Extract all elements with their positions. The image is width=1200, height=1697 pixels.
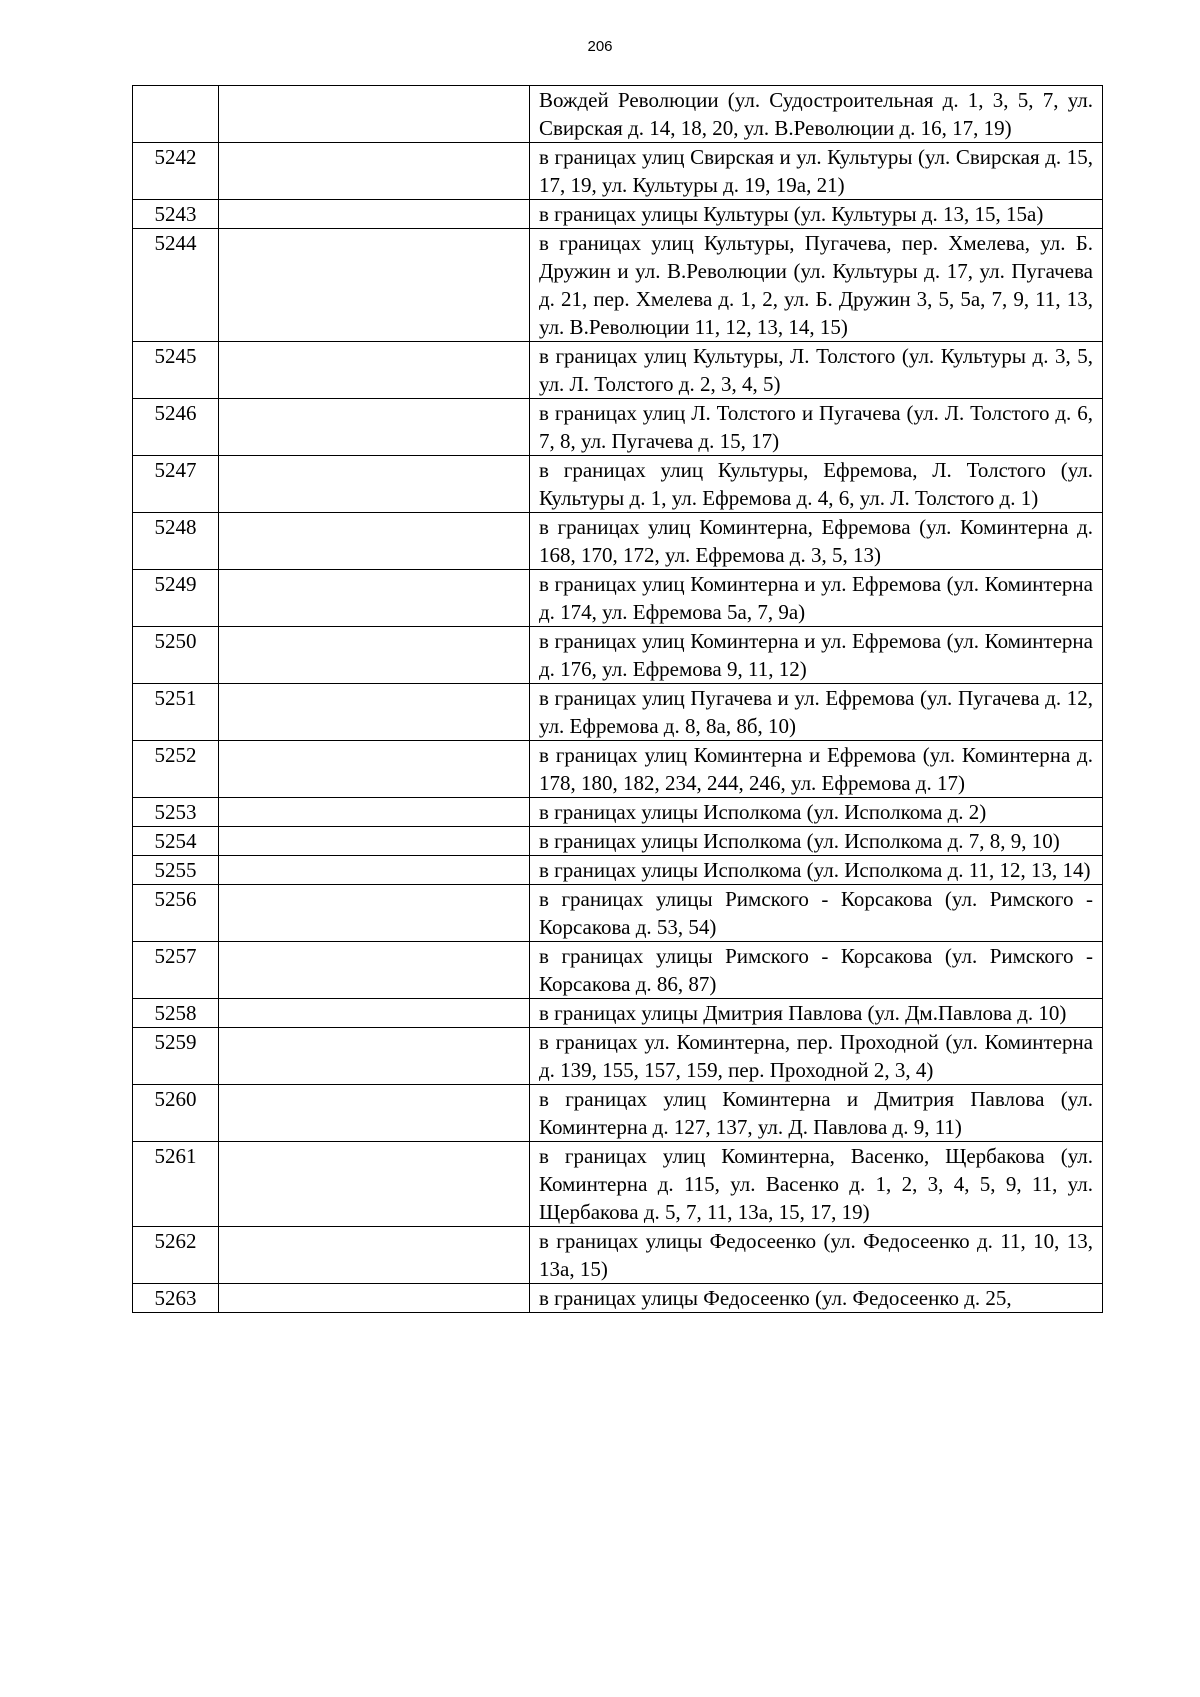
station-name (219, 684, 530, 741)
station-boundaries: в границах улицы Культуры (ул. Культуры д. 13, 15, 15а) (530, 200, 1103, 229)
table-row (133, 885, 1103, 942)
station-name (219, 885, 530, 942)
station-name (219, 143, 530, 200)
station-boundaries: в границах улицы Исполкома (ул. Исполкома д. 2) (530, 798, 1103, 827)
table-row (133, 627, 1103, 684)
table-row (133, 741, 1103, 798)
station-number: 5244 (133, 229, 219, 342)
station-name (219, 399, 530, 456)
station-number: 5261 (133, 1142, 219, 1227)
station-boundaries: в границах улиц Пугачева и ул. Ефремова (ул. Пугачева д. 12, ул. Ефремова д. 8, 8а, 8б, 10) (530, 684, 1103, 741)
station-number: 5255 (133, 856, 219, 885)
station-number: 5257 (133, 942, 219, 999)
table-row (133, 399, 1103, 456)
station-name (219, 798, 530, 827)
table-row (133, 229, 1103, 342)
station-name (219, 856, 530, 885)
station-number: 5259 (133, 1028, 219, 1085)
station-boundaries: в границах улиц Коминтерна и ул. Ефремова (ул. Коминтерна д. 174, ул. Ефремова 5а, 7, 9а) (530, 570, 1103, 627)
station-boundaries: в границах улиц Культуры, Пугачева, пер. Хмелева, ул. Б. Дружин и ул. В.Революции (ул. Культуры д. 17, ул. Пугачева д. 21, пер. Хмелева д. 1, 2, ул. Б. Дружин 3, 5, 5а, 7, 9, 11, 13, ул. В.Революции 11, 12, 13, 14, 15) (530, 229, 1103, 342)
station-boundaries: в границах улиц Коминтерна и Ефремова (ул. Коминтерна д. 178, 180, 182, 234, 244, 246, ул. Ефремова д. 17) (530, 741, 1103, 798)
station-boundaries: в границах улиц Культуры, Ефремова, Л. Толстого (ул. Культуры д. 1, ул. Ефремова д. 4, 6, ул. Л. Толстого д. 1) (530, 456, 1103, 513)
page-number: 206 (587, 38, 613, 55)
station-name (219, 456, 530, 513)
table-row (133, 570, 1103, 627)
station-number: 5247 (133, 456, 219, 513)
station-boundaries: в границах улицы Федосеенко (ул. Федосеенко д. 25, (530, 1284, 1103, 1313)
station-boundaries: в границах улицы Римского - Корсакова (ул. Римского - Корсакова д. 86, 87) (530, 942, 1103, 999)
station-number: 5250 (133, 627, 219, 684)
station-name (219, 513, 530, 570)
station-number: 5254 (133, 827, 219, 856)
station-number: 5246 (133, 399, 219, 456)
table-row (133, 827, 1103, 856)
station-boundaries: в границах улиц Коминтерна, Ефремова (ул. Коминтерна д. 168, 170, 172, ул. Ефремова д. 3, 5, 13) (530, 513, 1103, 570)
station-name (219, 1085, 530, 1142)
table-row (133, 856, 1103, 885)
station-boundaries: в границах улиц Л. Толстого и Пугачева (ул. Л. Толстого д. 6, 7, 8, ул. Пугачева д. 15, 17) (530, 399, 1103, 456)
table-row (133, 513, 1103, 570)
station-boundaries: в границах улицы Дмитрия Павлова (ул. Дм.Павлова д. 10) (530, 999, 1103, 1028)
table-row (133, 200, 1103, 229)
station-name (219, 200, 530, 229)
station-name (219, 627, 530, 684)
station-name (219, 1142, 530, 1227)
station-name (219, 1028, 530, 1085)
table-row (133, 1085, 1103, 1142)
station-number: 5251 (133, 684, 219, 741)
station-boundaries: в границах улиц Свирская и ул. Культуры (ул. Свирская д. 15, 17, 19, ул. Культуры д. 19, 19а, 21) (530, 143, 1103, 200)
station-number: 5243 (133, 200, 219, 229)
station-name (219, 1227, 530, 1284)
table-row (133, 1227, 1103, 1284)
station-name (219, 942, 530, 999)
table-row (133, 798, 1103, 827)
station-number: 5248 (133, 513, 219, 570)
station-boundaries: Вождей Революции (ул. Судостроительная д. 1, 3, 5, 7, ул. Свирская д. 14, 18, 20, ул. В.Революции д. 16, 17, 19) (530, 86, 1103, 143)
table-row (133, 1028, 1103, 1085)
station-boundaries: в границах улиц Коминтерна, Васенко, Щербакова (ул. Коминтерна д. 115, ул. Васенко д. 1, 2, 3, 4, 5, 9, 11, ул. Щербакова д. 5, 7, 11, 13а, 15, 17, 19) (530, 1142, 1103, 1227)
station-number: 5258 (133, 999, 219, 1028)
station-number: 5262 (133, 1227, 219, 1284)
table-body (133, 86, 1103, 1313)
station-number (133, 86, 219, 143)
station-name (219, 570, 530, 627)
station-boundaries: в границах ул. Коминтерна, пер. Проходной (ул. Коминтерна д. 139, 155, 157, 159, пер. Проходной 2, 3, 4) (530, 1028, 1103, 1085)
station-boundaries: в границах улиц Культуры, Л. Толстого (ул. Культуры д. 3, 5, ул. Л. Толстого д. 2, 3, 4, 5) (530, 342, 1103, 399)
station-boundaries: в границах улиц Коминтерна и Дмитрия Павлова (ул. Коминтерна д. 127, 137, ул. Д. Павлова д. 9, 11) (530, 1085, 1103, 1142)
station-number: 5260 (133, 1085, 219, 1142)
station-boundaries: в границах улицы Федосеенко (ул. Федосеенко д. 11, 10, 13, 13а, 15) (530, 1227, 1103, 1284)
table-row (133, 942, 1103, 999)
station-name (219, 86, 530, 143)
table-row (133, 684, 1103, 741)
station-number: 5252 (133, 741, 219, 798)
station-number: 5249 (133, 570, 219, 627)
station-boundaries: в границах улицы Исполкома (ул. Исполкома д. 7, 8, 9, 10) (530, 827, 1103, 856)
table-row (133, 86, 1103, 143)
table-row (133, 999, 1103, 1028)
table-row (133, 1142, 1103, 1227)
station-boundaries: в границах улицы Римского - Корсакова (ул. Римского - Корсакова д. 53, 54) (530, 885, 1103, 942)
station-number: 5263 (133, 1284, 219, 1313)
station-name (219, 827, 530, 856)
table-row (133, 1284, 1103, 1313)
table-row (133, 456, 1103, 513)
station-name (219, 229, 530, 342)
station-name (219, 1284, 530, 1313)
table-row (133, 143, 1103, 200)
station-number: 5256 (133, 885, 219, 942)
polling-stations-table (132, 85, 1103, 1313)
station-name (219, 342, 530, 399)
station-number: 5245 (133, 342, 219, 399)
table-row (133, 342, 1103, 399)
station-name (219, 999, 530, 1028)
station-number: 5242 (133, 143, 219, 200)
station-number: 5253 (133, 798, 219, 827)
station-boundaries: в границах улиц Коминтерна и ул. Ефремова (ул. Коминтерна д. 176, ул. Ефремова 9, 11, 12) (530, 627, 1103, 684)
station-boundaries: в границах улицы Исполкома (ул. Исполкома д. 11, 12, 13, 14) (530, 856, 1103, 885)
station-name (219, 741, 530, 798)
